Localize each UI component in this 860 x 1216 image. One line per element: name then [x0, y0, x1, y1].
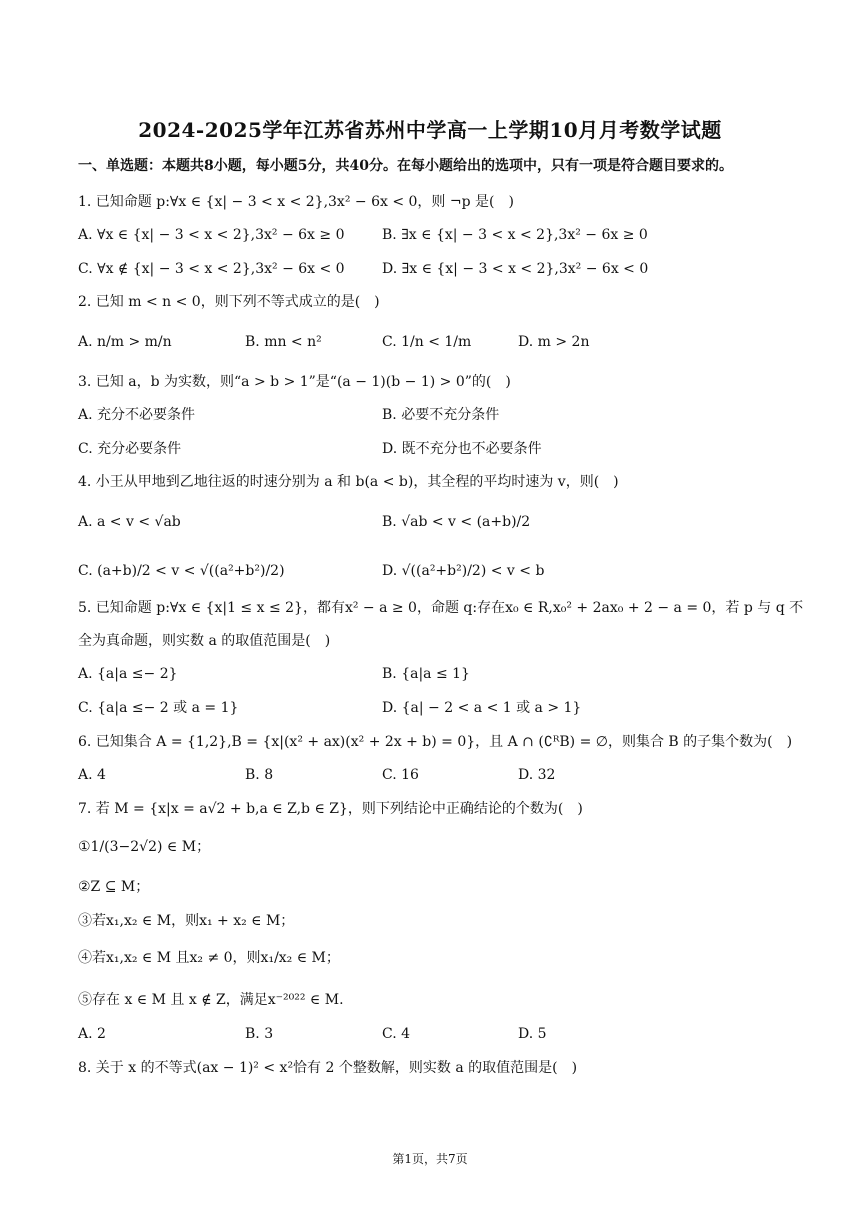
question-4-option-d: D. √((a²+b²)/2) < v < b: [382, 563, 545, 579]
question-7-item-5: ⑤存在 x ∈ M 且 x ∉ Z，满足x⁻²⁰²² ∈ M.: [78, 992, 344, 1008]
question-7-item-1: ①1/(3−2√2) ∈ M；: [78, 839, 211, 855]
question-7-item-2: ②Z ⊆ M；: [78, 879, 150, 895]
question-7-item-4: ④若x₁,x₂ ∈ M 且x₂ ≠ 0，则x₁/x₂ ∈ M；: [78, 950, 340, 966]
question-7-option-b: B. 3: [245, 1026, 274, 1042]
question-3-option-c: C. 充分必要条件: [78, 441, 182, 457]
question-3-option-b: B. 必要不充分条件: [382, 407, 500, 423]
question-3-option-a: A. 充分不必要条件: [78, 407, 196, 423]
question-6-option-b: B. 8: [245, 767, 274, 783]
question-7-stem: 7. 若 M = {x|x = a√2 + b,a ∈ Z,b ∈ Z}，则下列结论中正确结论的个数为( ): [78, 801, 583, 817]
question-1-option-d: D. ∃x ∈ {x| − 3 < x < 2},3x² − 6x < 0: [382, 261, 649, 277]
section-header: 一、单选题：本题共8小题，每小题5分，共40分。在每小题给出的选项中，只有一项是符合题目要求的。: [78, 158, 733, 174]
question-2-option-b: B. mn < n²: [245, 334, 322, 350]
page-footer: 第1页，共7页: [392, 1152, 468, 1166]
question-7-option-a: A. 2: [78, 1026, 106, 1042]
question-5-stem: 5. 已知命题 p:∀x ∈ {x|1 ≤ x ≤ 2}，都有x² − a ≥ 0，命题 q:存在x₀ ∈ R,x₀² + 2ax₀ + 2 − a = 0，若 p 与 q 不: [78, 600, 804, 616]
question-4-stem: 4. 小王从甲地到乙地往返的时速分别为 a 和 b(a < b)，其全程的平均时速为 v，则( ): [78, 474, 619, 490]
question-1-option-b: B. ∃x ∈ {x| − 3 < x < 2},3x² − 6x ≥ 0: [382, 227, 648, 243]
question-2-option-c: C. 1/n < 1/m: [382, 334, 472, 350]
exam-title: 2024-2025学年江苏省苏州中学高一上学期10月月考数学试题: [138, 118, 722, 142]
question-5-option-c: C. {a|a ≤− 2 或 a = 1}: [78, 700, 239, 716]
question-6-stem: 6. 已知集合 A = {1,2},B = {x|(x² + ax)(x² + 2x + b) = 0}，且 A ∩ (∁ᴿB) = ∅，则集合 B 的子集个数为( ): [78, 734, 793, 750]
question-1-option-a: A. ∀x ∈ {x| − 3 < x < 2},3x² − 6x ≥ 0: [78, 227, 345, 243]
question-5-option-d: D. {a| − 2 < a < 1 或 a > 1}: [382, 700, 582, 716]
question-2-stem: 2. 已知 m < n < 0，则下列不等式成立的是( ): [78, 294, 380, 310]
question-3-stem: 3. 已知 a，b 为实数，则“a > b > 1”是“(a − 1)(b − 1) > 0”的( ): [78, 374, 511, 390]
question-7-item-3: ③若x₁,x₂ ∈ M，则x₁ + x₂ ∈ M；: [78, 913, 295, 929]
question-1-option-c: C. ∀x ∉ {x| − 3 < x < 2},3x² − 6x < 0: [78, 261, 345, 277]
question-5-option-b: B. {a|a ≤ 1}: [382, 666, 470, 682]
question-5-option-a: A. {a|a ≤− 2}: [78, 666, 178, 682]
question-7-option-c: C. 4: [382, 1026, 411, 1042]
question-7-option-d: D. 5: [518, 1026, 547, 1042]
question-3-option-d: D. 既不充分也不必要条件: [382, 441, 542, 457]
question-2-option-a: A. n/m > m/n: [78, 334, 172, 350]
question-4-option-a: A. a < v < √ab: [78, 514, 181, 530]
question-6-option-a: A. 4: [78, 767, 106, 783]
question-2-option-d: D. m > 2n: [518, 334, 590, 350]
question-4-option-c: C. (a+b)/2 < v < √((a²+b²)/2): [78, 563, 285, 579]
question-4-option-b: B. √ab < v < (a+b)/2: [382, 514, 531, 530]
question-1-stem: 1. 已知命题 p:∀x ∈ {x| − 3 < x < 2},3x² − 6x < 0，则 ¬p 是( ): [78, 194, 514, 210]
question-6-option-d: D. 32: [518, 767, 556, 783]
question-8-stem: 8. 关于 x 的不等式(ax − 1)² < x²恰有 2 个整数解，则实数 a 的取值范围是( ): [78, 1060, 578, 1076]
question-6-option-c: C. 16: [382, 767, 419, 783]
question-5-stem-continued: 全为真命题，则实数 a 的取值范围是( ): [78, 633, 331, 649]
